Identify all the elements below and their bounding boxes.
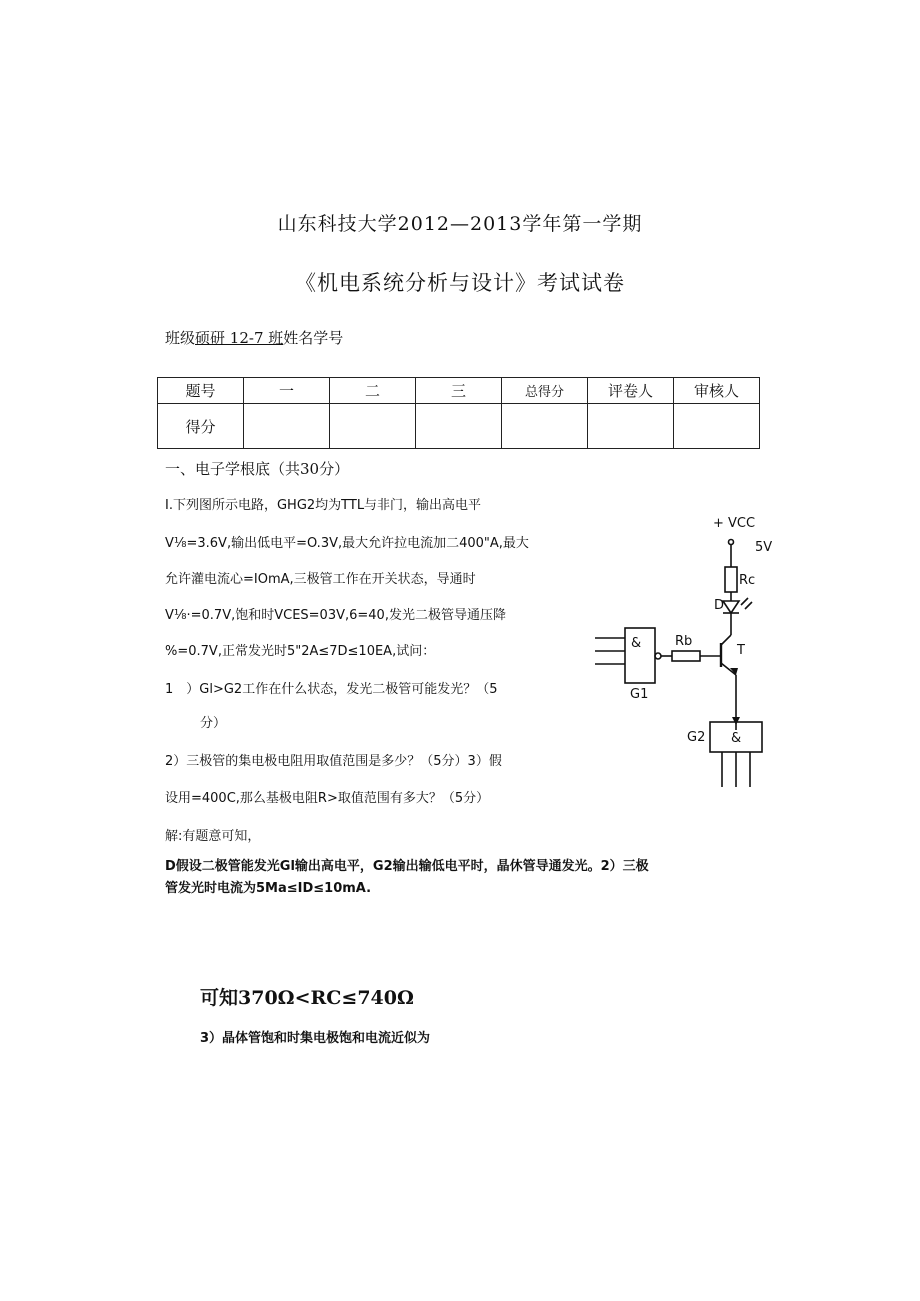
- solution-intro: 解:有题意可知，: [165, 829, 261, 844]
- resistor-rc: [725, 567, 737, 592]
- score-cell[interactable]: [330, 404, 416, 449]
- score-row-label: 得分: [158, 404, 244, 449]
- question-line: I.下列图所示电路，GHG2均为TTL与非门，输出高电平: [165, 498, 482, 513]
- t-label: T: [737, 643, 745, 658]
- question-line: 允许灌电流心=IOmA,三极管工作在开关状态，导通时: [165, 572, 476, 587]
- question-line: 1 ）Gl>G2工作在什么状态，发光二极管可能发光？（5: [165, 682, 498, 697]
- vcc-terminal: [729, 540, 734, 545]
- solution-line: 管发光时电流为5Ma≤ID≤10mA.: [165, 881, 372, 896]
- solution-result: 可知370Ω<RC≤740Ω: [200, 987, 414, 1009]
- score-header-cell: 二: [330, 378, 416, 404]
- score-cell[interactable]: [244, 404, 330, 449]
- solution-line: 3）晶体管饱和时集电极饱和电流近似为: [200, 1031, 431, 1046]
- rc-label: Rc: [739, 573, 756, 588]
- score-table: [157, 377, 760, 449]
- rb-label: Rb: [675, 634, 693, 649]
- section-heading: 一、电子学根底（共30分）: [165, 460, 350, 478]
- g1-and-symbol: &: [631, 636, 642, 651]
- vcc-label: + VCC: [713, 516, 756, 531]
- led-diode: [723, 601, 739, 613]
- score-cell[interactable]: [416, 404, 502, 449]
- score-header-cell: 评卷人: [588, 378, 674, 404]
- question-line: %=0.7V,正常发光时5"2A≤7D≤10EA,试问：: [165, 644, 436, 659]
- question-line: V⅛·=0.7V,饱和时VCES=03V,6=40,发光二极管导通压降: [165, 608, 506, 623]
- gate-g1-output-bubble: [655, 653, 661, 659]
- score-cell[interactable]: [674, 404, 760, 449]
- question-line: 分）: [200, 716, 227, 731]
- score-header-cell: 三: [416, 378, 502, 404]
- d-label: D: [714, 598, 725, 613]
- score-header-cell: 一: [244, 378, 330, 404]
- question-line: V⅛=3.6V,输出低电平=O.3V,最大允许拉电流加二400"A,最大: [165, 536, 529, 551]
- score-header-cell: 题号: [158, 378, 244, 404]
- exam-title: 山东科技大学2012—2013学年第一学期: [277, 213, 643, 235]
- class-line: [165, 327, 343, 348]
- class-value: 硕研 12-7 班: [195, 329, 284, 347]
- g1-label: G1: [630, 687, 649, 702]
- score-cell[interactable]: [502, 404, 588, 449]
- voltage-label: 5V: [755, 540, 773, 555]
- g2-label: G2: [687, 730, 706, 745]
- g2-and-symbol: &: [731, 731, 742, 746]
- name-id-label: 姓名学号: [283, 329, 344, 347]
- score-header-cell: 审核人: [674, 378, 760, 404]
- course-title: 《机电系统分析与设计》考试试卷: [295, 271, 625, 295]
- question-line: 设用=400C,那么基极电阻R>取值范围有多大？（5分）: [165, 791, 490, 806]
- class-prefix: 班级: [165, 329, 196, 347]
- score-header-cell: 总得分: [502, 378, 588, 404]
- question-line: 2）三极管的集电极电阻用取值范围是多少？（5分）3）假: [165, 754, 502, 769]
- score-cell[interactable]: [588, 404, 674, 449]
- circuit-diagram: [590, 505, 780, 795]
- resistor-rb: [672, 651, 700, 661]
- solution-line: D假设二极管能发光Gl输出高电平，G2输出输低电平时，晶休管导通发光。2）三极: [165, 859, 649, 874]
